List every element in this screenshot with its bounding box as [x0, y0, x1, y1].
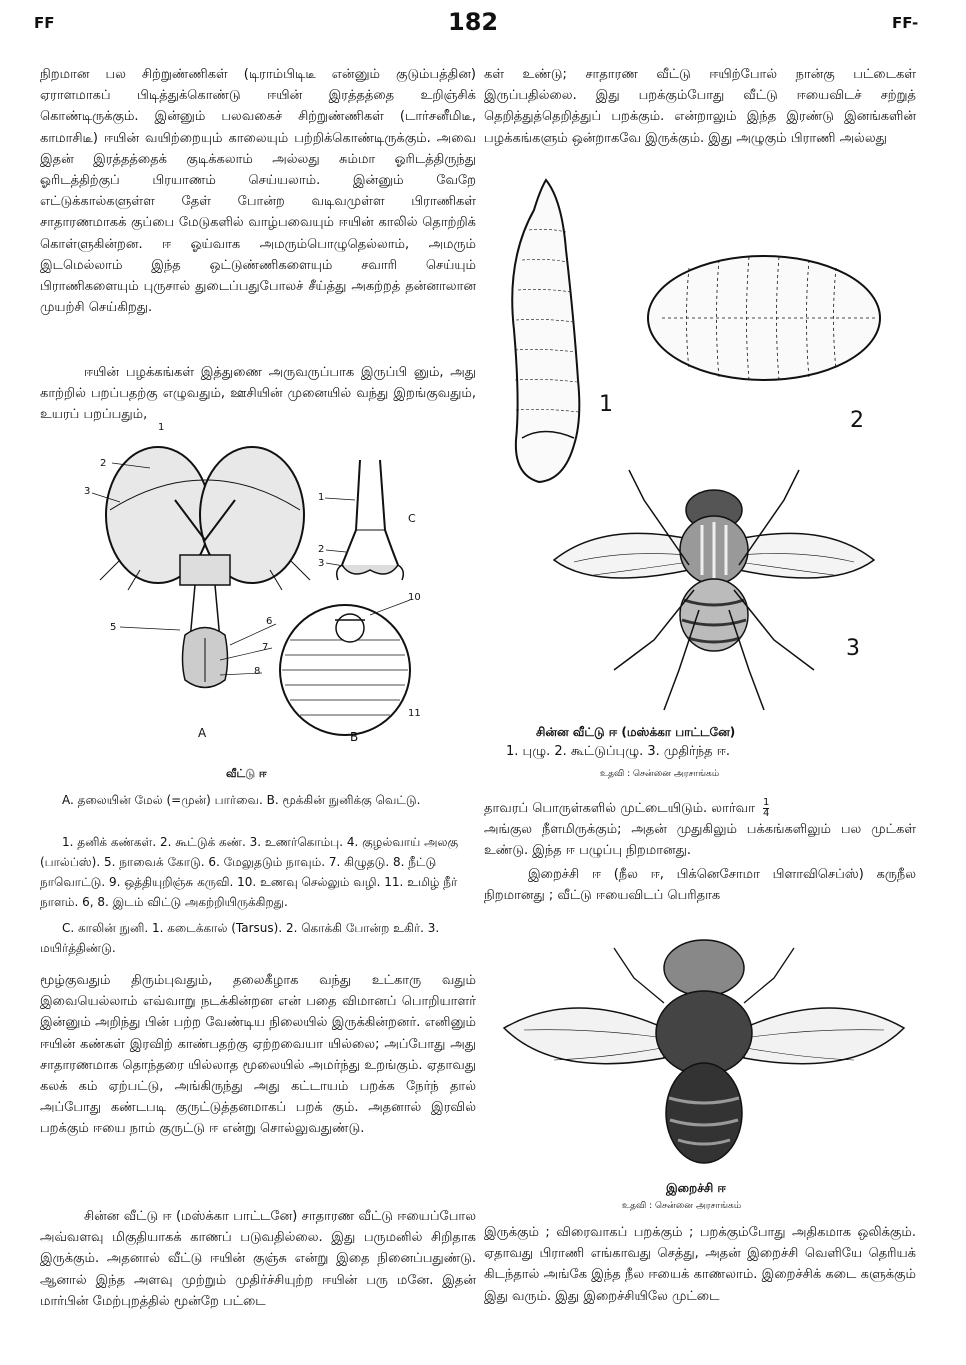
little-housefly-legend: 1. புழு. 2. கூட்டுப்புழு. 3. முதிர்ந்த ஈ. [506, 744, 731, 759]
right-paragraph-3: இறைச்சி ஈ (நீல ஈ, பிக்னெசோமா பிளாவிசெப்ஸ்) கருநீல நிறமானது ; வீட்டு ஈயைவிடப் பெரிதாக [484, 867, 916, 904]
label-C: C [408, 512, 416, 525]
little-housefly-credit: உதவி : சென்னை அரசாங்கம் [600, 769, 720, 779]
label-larva: 1 [599, 392, 613, 417]
label-8: 8 [254, 666, 261, 677]
housefly-figure-caption: வீட்டு ஈ [226, 767, 267, 780]
legend-line-3: C. காலின் நுனி. 1. கடைக்கால் (Tarsus). 2. கொக்கி போன்ற உகிர். 3. மயிர்த்திண்டு. [40, 921, 440, 955]
label-2: 2 [100, 458, 107, 469]
label-11: 11 [408, 708, 421, 719]
leg-tip-drawing [337, 460, 404, 580]
label-adult: 3 [846, 636, 860, 661]
meat-fly-credit: உதவி : சென்னை அரசாங்கம் [622, 1201, 742, 1211]
adult-fly-drawing [554, 470, 874, 710]
page-number: 182 [448, 8, 499, 36]
little-housefly-figure [484, 170, 924, 720]
little-housefly-caption: சின்ன வீட்டு ஈ (மஸ்க்கா பாட்டனே) [536, 725, 736, 739]
right-paragraph-2-rest: அங்குல நீளமிருக்கும்; அதன் முதுகிலும் பக்கங்களிலும் பல முட்கள் உண்டு. இந்த ஈ பழுப்பு நிறமானது. [484, 822, 916, 859]
legend-line-1: A. தலையின் மேல் (=முன்) பார்வை. B. மூக்கின் நுனிக்கு வெட்டு. [62, 793, 421, 807]
header-left-mark: FF [34, 14, 55, 32]
label-7: 7 [262, 642, 269, 653]
label-B: B [350, 730, 359, 744]
pupa-drawing [648, 256, 880, 380]
left-paragraph-4: சின்ன வீட்டு ஈ (மஸ்க்கா பாட்டனே) சாதாரண வீட்டு ஈயைப்போல அவ்வளவு மிகுதியாகக் காணப் படுவதில்லை. இது பருமனில் சிறிதாக இருக்கும். அதனால் வீட்டு ஈயின் குஞ்சு என்று இதை நினைப்பதுண்டு. ஆனால் இந்த அளவு முற்றும் முதிர்ச்சியுற்ற ஈயின் பரு மனே. இதன் மார்பின் மேற்புறத்தில் மூன்றே பட்டை [40, 1209, 476, 1309]
label-pupa: 2 [850, 408, 864, 433]
left-paragraph-1: நிறமான பல சிற்றுண்ணிகள் (டிராம்பிடிடீ என்னும் குடும்பத்தின) ஏராளமாகப் பிடித்துக்கொண்டு ஈயின் இரத்தத்தை உறிஞ்சிக் கொண்டிருக்கும். இன்னும் பலவகைச் சிற்றுண்ணிகள் (டார்சனீமிடீ, காமாசிடீ) ஈயின் வயிற்றையும் காலையும் பற்றிக்கொண்டிருக்கும். அவை இதன் இரத்தத்தைக் குடிக்கலாம் அல்லது சும்மா ஓரிடத்திருந்து ஓரிடத்திற்குப் பிரயாணம் செய்யலாம். இன்னும் வேறே எட்டுக்கால்களுள்ள தேள் போன்ற வடிவமுள்ள பிராணிகள் சாதாரணமாகக் குப்பை மேடுகளில் வாழ்பவையும் ஈயின் காலில் தொற்றிக் கொள்ளுகின்றன. ஈ ஓய்வாக அமரும்பொழுதெல்லாம், அமரும் இடமெல்லாம் இந்த ஒட்டுண்ணிகளையும் சவாரி செய்யும் பிராணிகளையும் புருசால் துடைப்பதுபோலச் சீய்த்து அகற்றத் தன்னாலான முயற்சி செய்கிறது. [40, 67, 476, 316]
fraction-denominator: 4 [763, 808, 770, 819]
meat-fly-drawing [494, 908, 914, 1178]
larva-drawing [512, 180, 579, 482]
right-paragraph-2-start: தாவரப் பொருள்களில் முட்டையிடும். லார்வா [484, 801, 755, 816]
housefly-anatomy-drawing [80, 420, 460, 750]
label-3: 3 [84, 486, 91, 497]
label-A: A [198, 726, 207, 740]
label-c2: 2 [318, 544, 325, 555]
label-c1: 1 [318, 492, 325, 503]
label-5: 5 [110, 622, 117, 633]
label-1: 1 [158, 422, 165, 433]
label-c3: 3 [318, 558, 325, 569]
label-6: 6 [266, 616, 273, 627]
right-paragraph-4: இருக்கும் ; விரைவாகப் பறக்கும் ; பறக்கும்போது அதிகமாக ஒலிக்கும். ஏதாவது பிராணி எங்காவது செத்து, அதன் இறைச்சி வெளியே தெரியக் கிடந்தால் அங்கே இந்த நீல ஈயைக் காணலாம். இறைச்சிக் கடை களுக்கும் இது வரும். இது இறைச்சியிலே முட்டை [484, 1225, 916, 1304]
right-paragraph-1: கள் உண்டு; சாதாரண வீட்டு ஈயிற்போல் நான்கு பட்டைகள் இருப்பதில்லை. இது பறக்கும்போது வீட்டு ஈயைவிடச் சற்றுத் தெறித்துத்தெறித்துப் பறக்கும். என்றாலும் இந்த இரண்டு இனங்களின் பழக்கங்களும் ஒன்றாகவே இருக்கும். இது அழுகும் பிராணி அல்லது [484, 67, 916, 146]
meat-fly-caption: இறைச்சி ஈ [666, 1181, 726, 1195]
quarter-fraction [763, 798, 769, 819]
fraction-numerator: 1 [763, 797, 770, 808]
head-drawing [100, 447, 310, 688]
left-paragraph-3: மூழ்குவதும் திரும்புவதும், தலைகீழாக வந்து உட்காரு வதும் இவையெல்லாம் எவ்வாறு நடக்கின்றன என் பதை விமானப் பொறியாளர் இன்னும் அறிந்து பின் பற்ற வேண்டிய நிலையில் இருக்கின்றனர். எனினும் ஈயின் கண்கள் இரவிற் காண்பதற்கு ஏற்றவையா யில்லை; அப்போது அது சாதாரணமாக தொந்தரை யில்லாத மூலையில் அமர்ந்து உறங்கும். ஏதாவது கலக் கம் ஏற்பட்டு, அங்கிருந்து அது கட்டாயம் பறக்க நேர்ந் தால் அப்போது கண்டபடி குருட்டுத்தனமாகப் பறக் கும். அதனால் இரவில் பறக்கும் ஈயை நாம் குருட்டு ஈ என்று சொல்லுவதுண்டு. [40, 973, 476, 1137]
header-right-mark: FF- [892, 14, 919, 32]
proboscis-section-drawing [280, 605, 410, 735]
left-paragraph-2: ஈயின் பழக்கங்கள் இத்துணை அருவருப்பாக இருப்பி னும், அது காற்றில் பறப்பதற்கு எழுவதும், ஊசியின் முனையில் வந்து இறங்குவதும், உயரப் பறப்பதும், [40, 365, 476, 423]
legend-line-2: 1. தனிக் கண்கள். 2. கூட்டுக் கண். 3. உணர்கொம்பு. 4. குழல்வாய் அலகு (பால்ப்ஸ்). 5. நாவைக் கோடு. 6. மேலுதடும் நாவும். 7. கிழுதடு. 8. நீட்டு நாவொட்டு. 9. ஒத்தியுறிஞ்சு கருவி. 10. உணவு செல்லும் வழி. 11. உமிழ் நீர் நாளம். 6, 8. இடம் விட்டு அகற்றியிருக்கிறது. [40, 835, 459, 909]
housefly-anatomy-figure [80, 420, 460, 750]
meat-fly-figure [494, 908, 914, 1178]
label-10: 10 [408, 592, 421, 603]
right-paragraph-2 [484, 798, 916, 862]
